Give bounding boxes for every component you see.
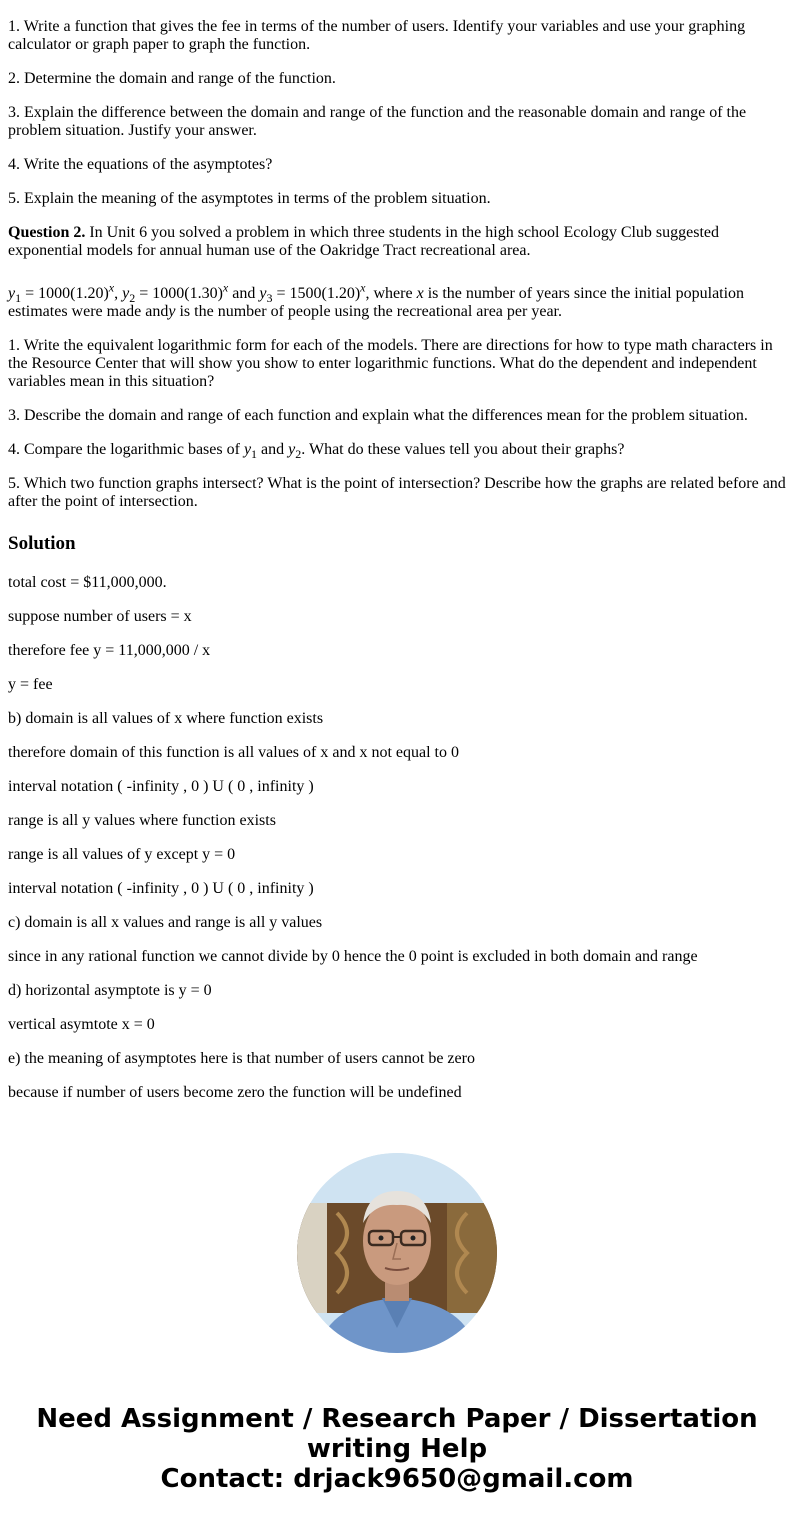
solution-heading: Solution (8, 533, 76, 554)
question1-item-3: 3. Explain the difference between the domain and range of the function and the reasonable domain and range of the problem situation. Justify your answer. (8, 104, 747, 139)
question2-text: In Unit 6 you solved a problem in which three students in the high school Ecology Club suggested exponential models for annual human use of the Oakridge Tract recreational area. (8, 224, 720, 259)
solution-line: therefore fee y = 11,000,000 / x (8, 642, 211, 659)
solution-line: range is all values of y except y = 0 (8, 846, 236, 863)
footer-contact-email: Contact: drjack9650@gmail.com (160, 1464, 634, 1494)
solution-line: range is all y values where function exists (8, 812, 276, 829)
solution-line: y = fee (8, 676, 53, 693)
solution-line: interval notation ( -infinity , 0 ) U ( 0 , infinity ) (8, 778, 314, 795)
solution-line: suppose number of users = x (8, 608, 192, 625)
solution-line: c) domain is all x values and range is all y values (8, 914, 323, 931)
question2-item-5: 5. Which two function graphs intersect? What is the point of intersection? Describe how the graphs are related before and after the point of intersection. (8, 475, 786, 510)
question2-label: Question 2. (8, 224, 86, 241)
solution-line: b) domain is all values of x where function exists (8, 710, 324, 727)
question1-item-5: 5. Explain the meaning of the asymptotes in terms of the problem situation. (8, 190, 491, 207)
solution-line: d) horizontal asymptote is y = 0 (8, 982, 212, 999)
solution-line: vertical asymtote x = 0 (8, 1016, 155, 1033)
solution-line: total cost = $11,000,000. (8, 574, 167, 591)
solution-line: therefore domain of this function is all values of x and x not equal to 0 (8, 744, 459, 761)
solution-line: e) the meaning of asymptotes here is that number of users cannot be zero (8, 1050, 475, 1067)
solution-line: since in any rational function we cannot divide by 0 hence the 0 point is excluded in both domain and range (8, 948, 698, 965)
question1-item-4: 4. Write the equations of the asymptotes? (8, 156, 273, 173)
question2-item-3: 3. Describe the domain and range of each function and explain what the differences mean for the problem situation. (8, 407, 748, 424)
solution-line: interval notation ( -infinity , 0 ) U ( 0 , infinity ) (8, 880, 314, 897)
author-avatar (297, 1153, 497, 1353)
models-formula: $y_1 = 1000(1.20)^x$, $y_2 = 1000(1.30)^x$ and $y_3 = 1500(1.20)^x$, where x is the number of years since the initial population estimates were made andy is the number of people using the recreational area per year. (8, 280, 745, 320)
question1-item-1: 1. Write a function that gives the fee in terms of the number of users. Identify your variables and use your graphing calculator or graph paper to graph the function. (8, 18, 746, 53)
question2-item-4: 4. Compare the logarithmic bases of $y_1$ and $y_2$. What do these values tell you about their graphs? (8, 441, 625, 462)
question1-item-2: 2. Determine the domain and range of the function. (8, 70, 336, 87)
question2-item-1: 1. Write the equivalent logarithmic form for each of the models. There are directions for how to type math characters in the Resource Center that will show you show to enter logarithmic functions. What do the dependent and independent variables mean in this situation? (8, 337, 773, 390)
document-body (8, 0, 788, 1118)
avatar-portrait (297, 1153, 497, 1353)
question2-intro (8, 224, 788, 260)
solution-body (8, 574, 788, 1102)
footer-line-1: Need Assignment / Research Paper / Dissertation writing Help (36, 1404, 758, 1464)
solution-line: because if number of users become zero the function will be undefined (8, 1084, 462, 1101)
footer-contact (0, 1404, 794, 1494)
cut-off-line (8, 0, 788, 2)
